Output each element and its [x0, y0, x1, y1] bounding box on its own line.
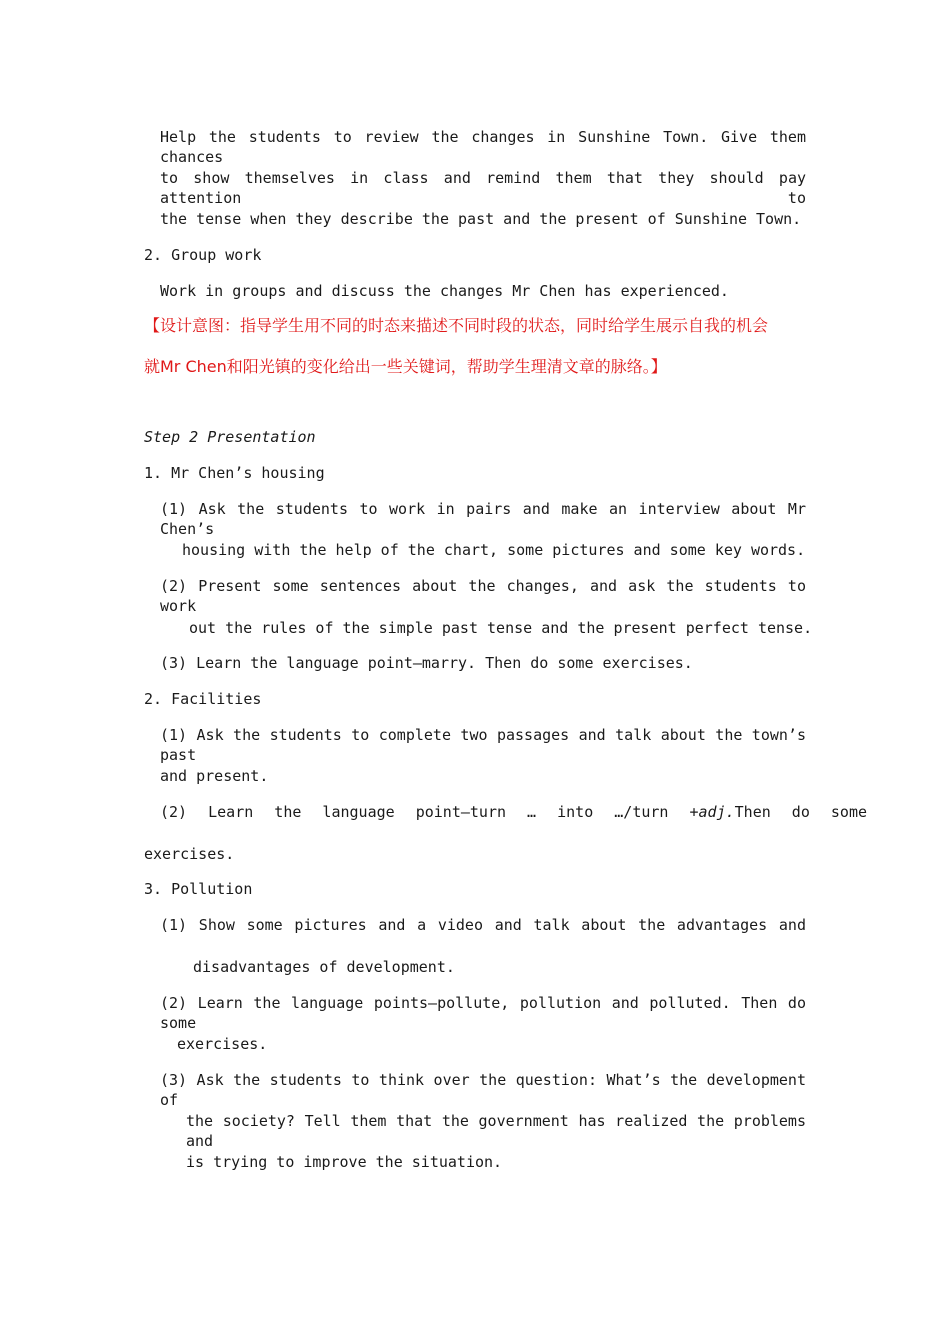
list-item: exercises. [144, 845, 235, 863]
adj-abbrev: adj. [698, 803, 735, 821]
facilities-item2-text: (2) Learn the language point—turn … into …/turn + [160, 803, 699, 821]
design-note-line: 【设计意图：指导学生用不同的时态来描述不同时段的状态，同时给学生展示自我的机会 [144, 316, 769, 335]
step2-title: Step 2 Presentation [144, 428, 316, 446]
list-item: (2) Present some sentences about the changes, and ask the students to work [160, 577, 806, 615]
list-item: (1) Ask the students to complete two passages and talk about the town’s past [160, 726, 806, 764]
housing-heading: 1. Mr Chen’s housing [144, 464, 325, 482]
list-item: the society? Tell them that the government has realized the problems and [186, 1112, 806, 1150]
list-item: and present. [160, 767, 269, 785]
list-item: housing with the help of the chart, some pictures and some key words. [182, 541, 806, 559]
list-item: (1) Ask the students to work in pairs and make an interview about Mr Chen’s [160, 500, 806, 538]
list-item: (1) Show some pictures and a video and talk about the advantages and [160, 916, 806, 934]
list-item: disadvantages of development. [193, 958, 455, 976]
list-item: exercises. [177, 1035, 268, 1053]
list-item: (3) Learn the language point—marry. Then do some exercises. [160, 654, 693, 672]
group-work-heading: 2. Group work [144, 246, 262, 264]
group-work-text: Work in groups and discuss the changes Mr Chen has experienced. [160, 282, 729, 300]
list-item: (2) Learn the language points—pollute, pollution and polluted. Then do some [160, 994, 806, 1032]
design-note-line: 就Mr Chen和阳光镇的变化给出一些关键词，帮助学生理清文章的脉络。】 [144, 357, 667, 376]
intro-line: the tense when they describe the past and the present of Sunshine Town. [160, 210, 802, 228]
pollution-heading: 3. Pollution [144, 880, 253, 898]
intro-line: to show themselves in class and remind them that they should pay attention to [160, 169, 806, 207]
facilities-heading: 2. Facilities [144, 690, 262, 708]
list-item: is trying to improve the situation. [186, 1153, 503, 1171]
list-item: out the rules of the simple past tense and the present perfect tense. [189, 619, 813, 637]
intro-line: Help the students to review the changes in Sunshine Town. Give them chances [160, 128, 806, 166]
list-item: (3) Ask the students to think over the question: What’s the development of [160, 1071, 806, 1109]
list-item [160, 802, 868, 822]
facilities-item2-tail: Then do some [734, 803, 868, 821]
